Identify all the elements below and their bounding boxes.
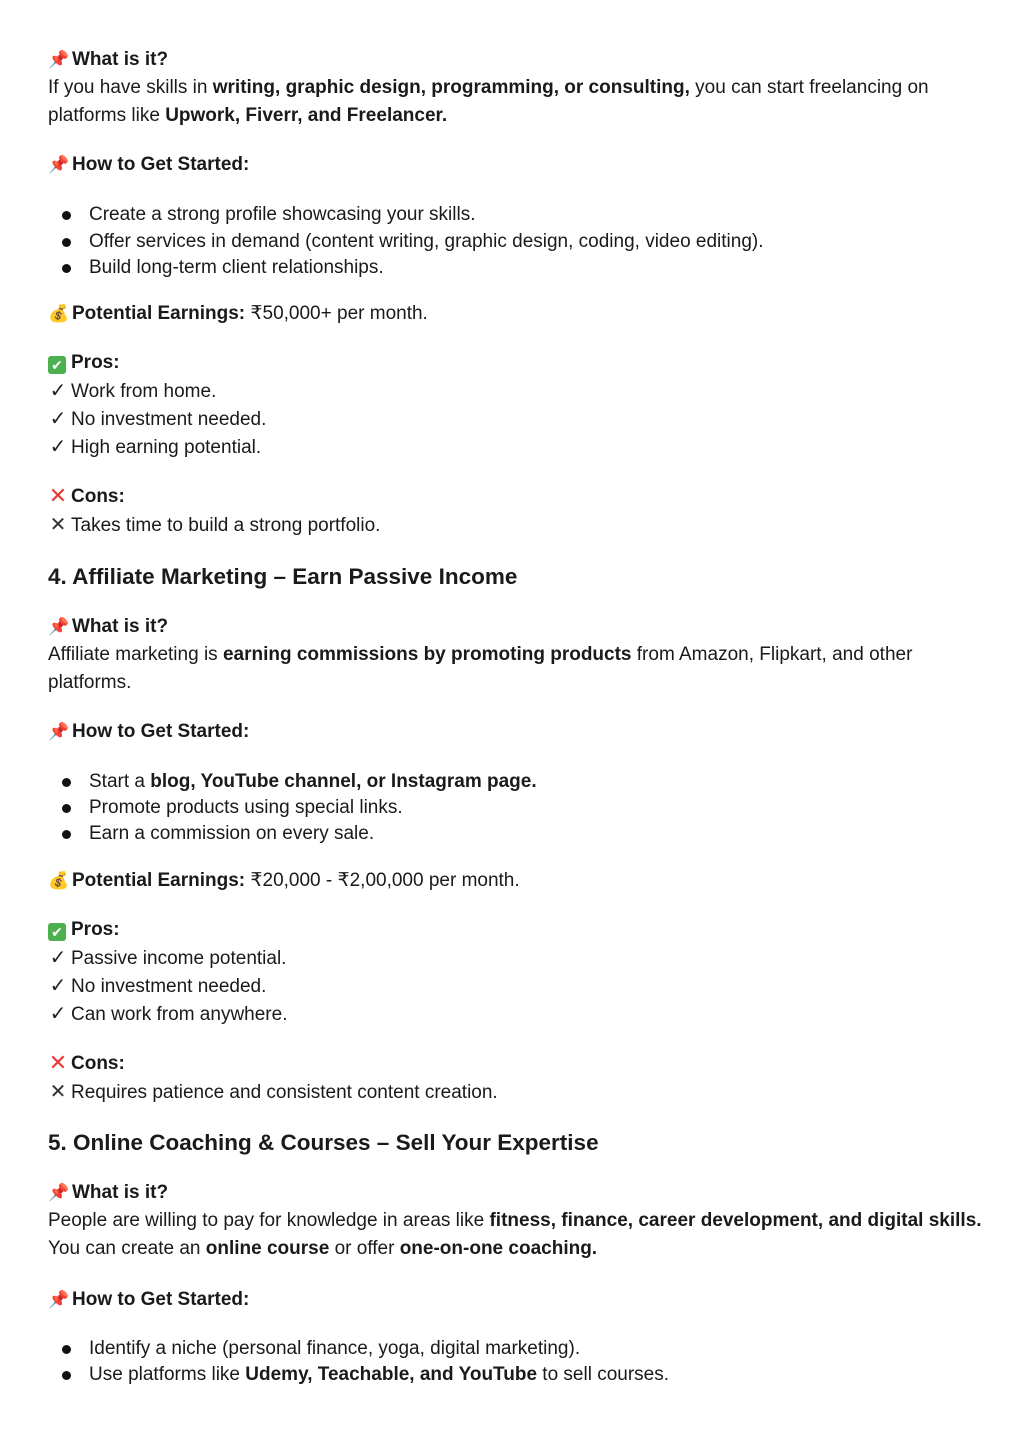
bullet-icon [62, 1371, 71, 1380]
potential-earnings: 💰 Potential Earnings: ₹50,000+ per month. [48, 300, 984, 328]
checkmark-icon: ✓ [49, 436, 67, 458]
pushpin-icon: 📌 [48, 617, 70, 636]
pushpin-icon: 📌 [48, 722, 70, 741]
red-cross-icon: ✕ [48, 1050, 68, 1075]
red-cross-icon: ✕ [48, 483, 68, 508]
check-box-icon: ✔ [48, 356, 66, 374]
cons-item: ✕ Takes time to build a strong portfolio. [48, 511, 984, 540]
pros-item: ✓ Work from home. [48, 377, 984, 406]
bullet-icon [62, 1345, 71, 1354]
pushpin-icon: 📌 [48, 1290, 70, 1309]
what-is-it-paragraph: People are willing to pay for knowledge in areas like fitness, finance, career development, and digital skills. You can create an online course or offer one-on-one coaching. [48, 1210, 982, 1259]
money-bag-icon: 💰 [48, 304, 70, 323]
cons-heading: ✕ Cons: [48, 483, 125, 508]
how-to-get-started-heading: 📌 How to Get Started: [48, 721, 250, 742]
list-item: Earn a commission on every sale. [89, 823, 375, 844]
pros-item: ✓ No investment needed. [48, 972, 984, 1001]
what-is-it-heading: 📌 What is it? [48, 1182, 169, 1203]
pushpin-icon: 📌 [48, 50, 70, 69]
bullet-icon [62, 830, 71, 839]
what-is-it-heading: 📌 What is it? [48, 616, 169, 637]
pros-heading: ✔ Pros: [48, 349, 984, 377]
list-item: Identify a niche (personal finance, yoga, digital marketing). [89, 1338, 581, 1359]
checkmark-icon: ✓ [49, 1003, 67, 1025]
pushpin-icon: 📌 [48, 1183, 70, 1202]
pros-heading: ✔ Pros: [48, 916, 984, 944]
list-item: Start a blog, YouTube channel, or Instagram page. [89, 771, 537, 792]
cons-item: ✕ Requires patience and consistent content creation. [48, 1078, 984, 1107]
what-is-it-paragraph: Affiliate marketing is earning commissions by promoting products from Amazon, Flipkart, and other platforms. [48, 644, 913, 693]
list-item: Use platforms like Udemy, Teachable, and YouTube to sell courses. [89, 1364, 670, 1385]
checkmark-icon: ✓ [49, 947, 67, 969]
cross-icon: ✕ [49, 514, 67, 536]
pros-item: ✓ No investment needed. [48, 405, 984, 434]
potential-earnings: 💰 Potential Earnings: ₹20,000 - ₹2,00,000 per month. [48, 867, 984, 895]
bullet-icon [62, 238, 71, 247]
list-item: Create a strong profile showcasing your skills. [89, 204, 476, 225]
money-bag-icon: 💰 [48, 871, 70, 890]
checkmark-icon: ✓ [49, 380, 67, 402]
how-to-get-started-heading: 📌 How to Get Started: [48, 154, 250, 175]
pushpin-icon: 📌 [48, 155, 70, 174]
checkmark-icon: ✓ [49, 408, 67, 430]
pros-item: ✓ High earning potential. [48, 433, 984, 462]
list-item: Promote products using special links. [89, 797, 403, 818]
bullet-icon [62, 778, 71, 787]
bullet-icon [62, 264, 71, 273]
what-is-it-heading: 📌 What is it? [48, 49, 169, 70]
check-box-icon: ✔ [48, 923, 66, 941]
what-is-it-paragraph: If you have skills in writing, graphic design, programming, or consulting, you can start freelancing on platforms like Upwork, Fiverr, and Freelancer. [48, 77, 929, 126]
how-to-get-started-heading: 📌 How to Get Started: [48, 1289, 250, 1310]
pros-item: ✓ Can work from anywhere. [48, 1000, 984, 1029]
list-item: Build long-term client relationships. [89, 257, 384, 278]
list-item: Offer services in demand (content writing, graphic design, coding, video editing). [89, 231, 764, 252]
cons-heading: ✕ Cons: [48, 1050, 125, 1075]
checkmark-icon: ✓ [49, 975, 67, 997]
bullet-icon [62, 804, 71, 813]
section-heading: 4. Affiliate Marketing – Earn Passive Income [48, 564, 518, 589]
bullet-icon [62, 211, 71, 220]
pros-item: ✓ Passive income potential. [48, 944, 984, 973]
section-heading: 5. Online Coaching & Courses – Sell Your Expertise [48, 1130, 599, 1155]
cross-icon: ✕ [49, 1081, 67, 1103]
